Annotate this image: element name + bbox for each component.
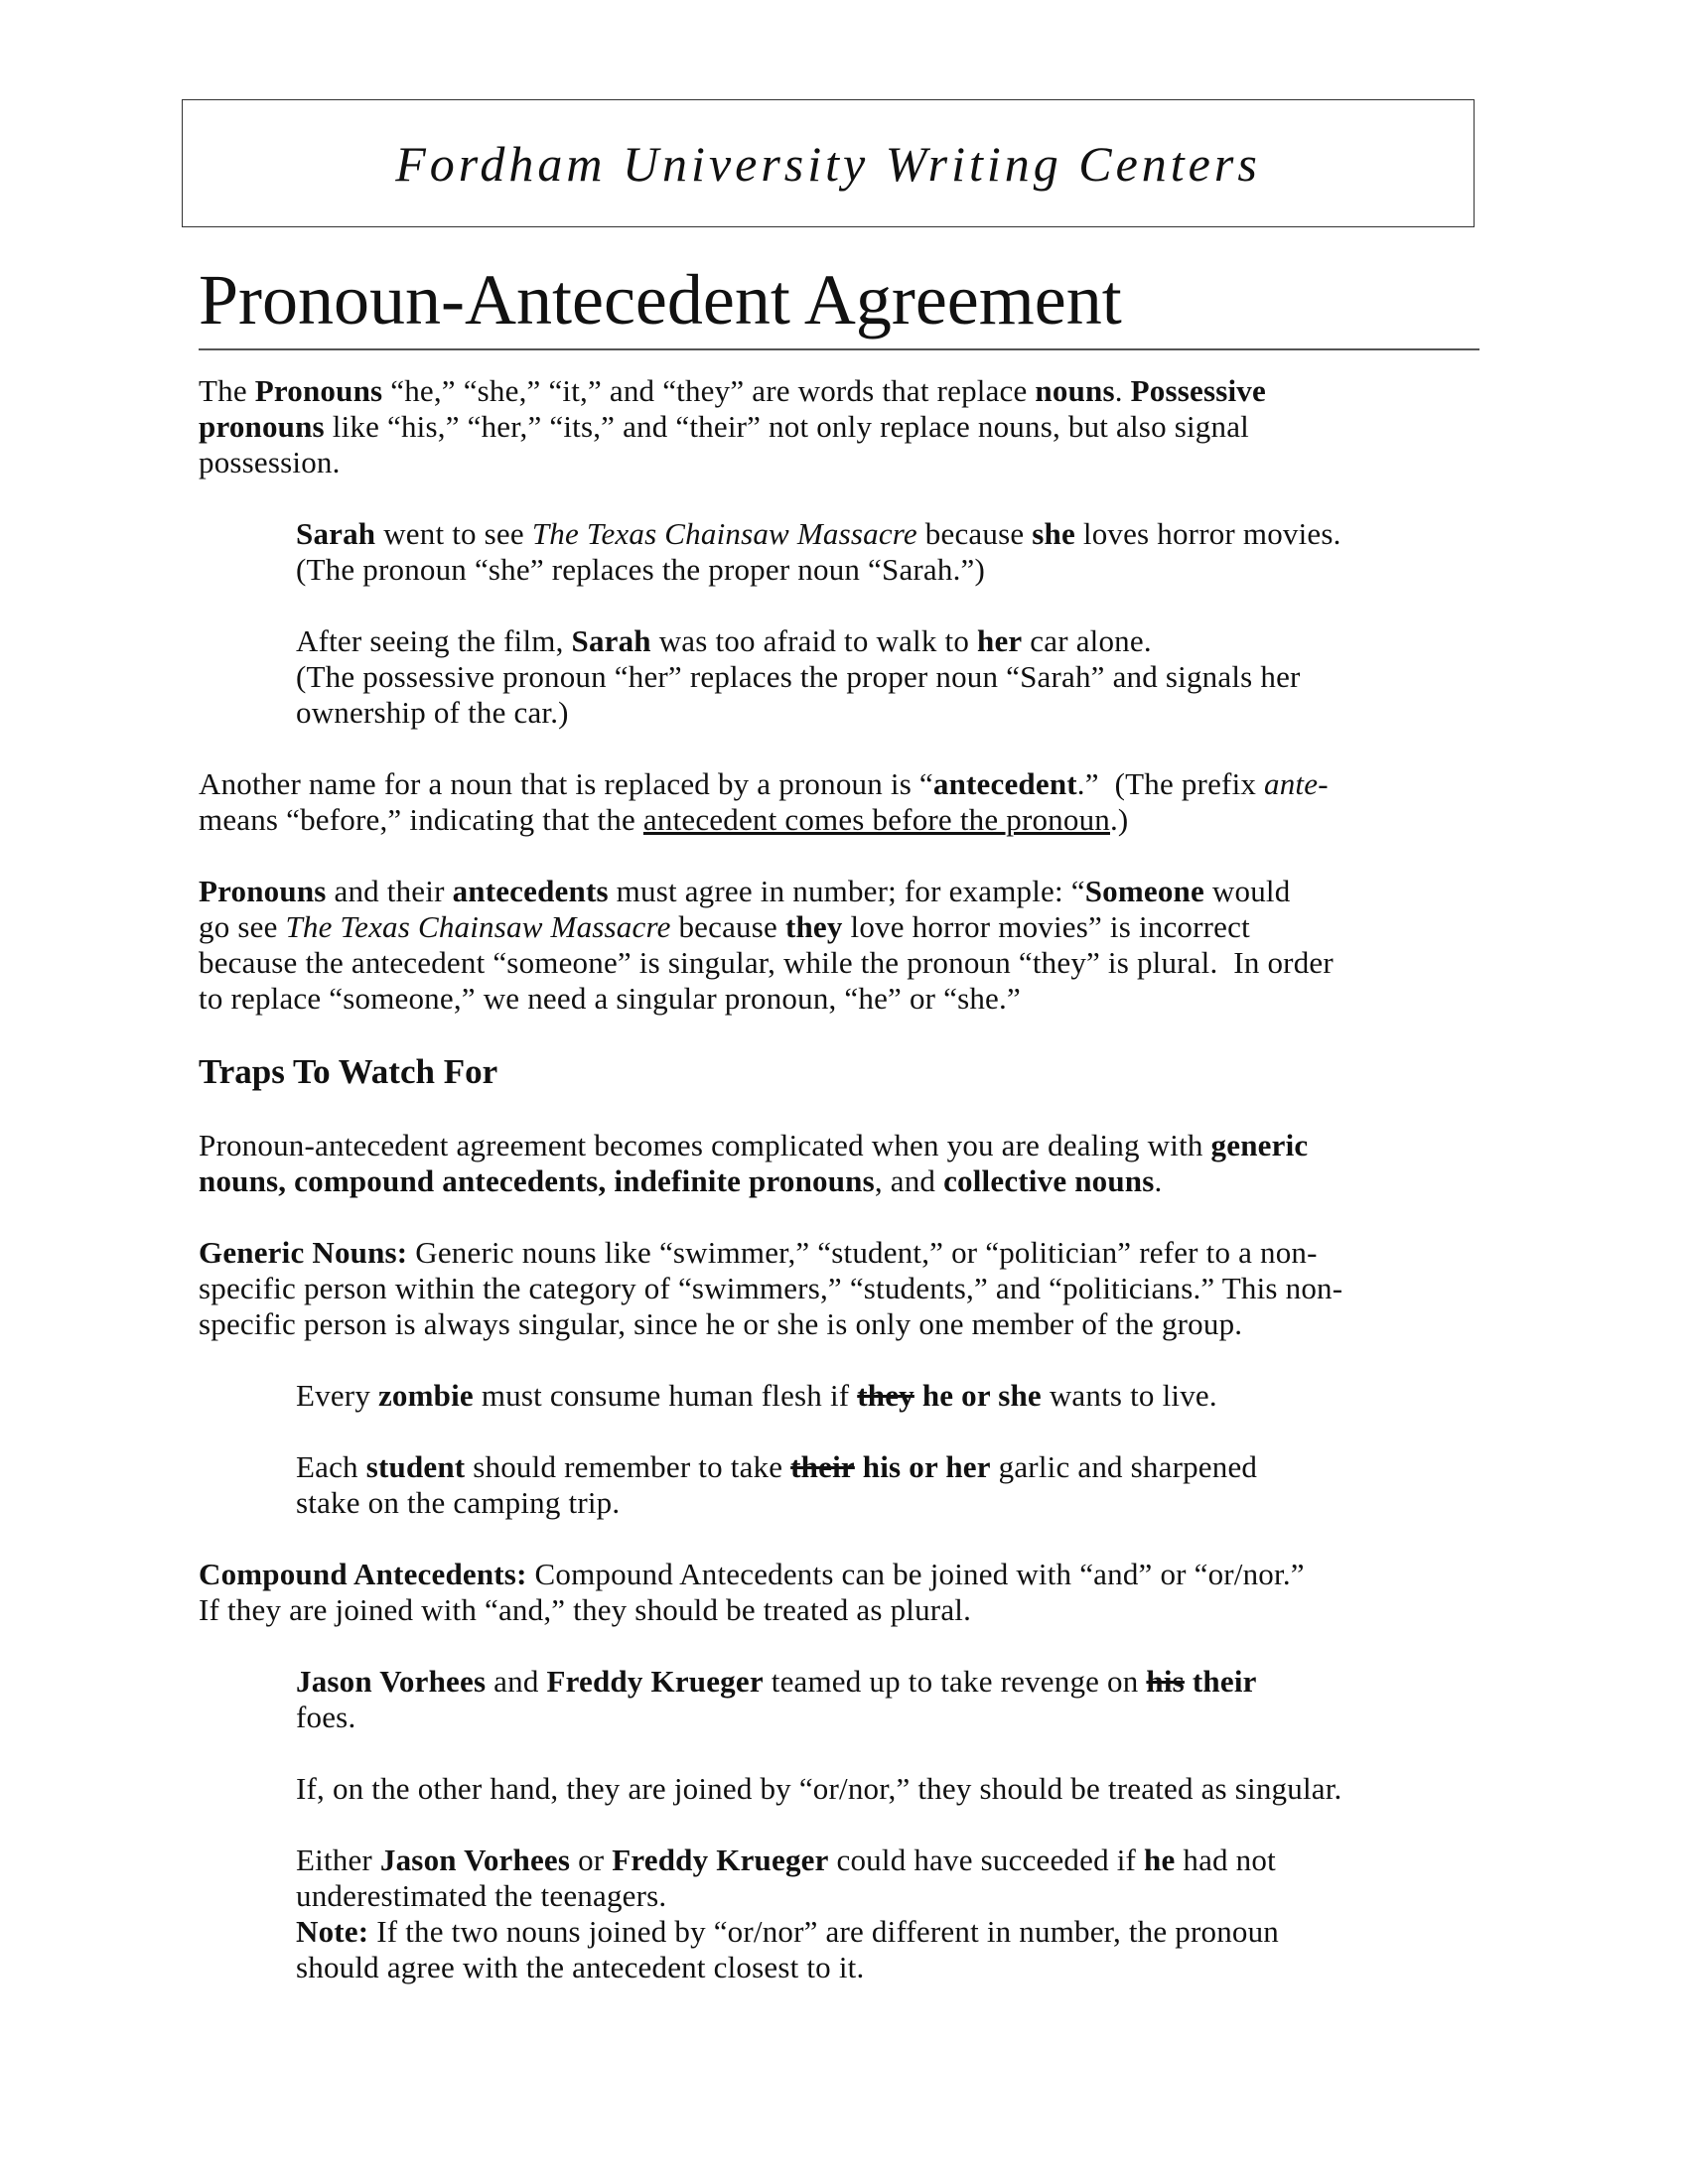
text-line bbox=[296, 1771, 1489, 1807]
text-line bbox=[296, 1914, 1489, 1950]
text-run: foes. bbox=[296, 1700, 356, 1734]
paragraph bbox=[199, 373, 1489, 480]
text-run: The bbox=[199, 373, 255, 408]
text-run: or bbox=[570, 1843, 613, 1877]
example-paragraph bbox=[296, 623, 1489, 731]
title-divider bbox=[199, 348, 1479, 350]
bold-text: nouns, compound antecedents, indefinite pronouns bbox=[199, 1163, 875, 1198]
bold-text: pronouns bbox=[199, 409, 325, 444]
example-paragraph bbox=[296, 1449, 1489, 1521]
text-run: If the two nouns joined by “or/nor” are different in number, the pronoun bbox=[368, 1914, 1279, 1949]
bold-text: Jason Vorhees bbox=[296, 1664, 487, 1699]
text-run: must agree in number; for example: “ bbox=[608, 874, 1085, 908]
text-run: to replace “someone,” we need a singular pronoun, “he” or “she.” bbox=[199, 981, 1021, 1016]
text-line bbox=[296, 1843, 1489, 1878]
text-line bbox=[199, 1306, 1489, 1342]
text-run: car alone. bbox=[1022, 623, 1152, 658]
bold-text: Sarah bbox=[296, 516, 376, 551]
text-line bbox=[199, 945, 1489, 981]
text-line bbox=[199, 1128, 1489, 1163]
bold-text: collective nouns bbox=[943, 1163, 1155, 1198]
bold-text: Freddy Krueger bbox=[612, 1843, 829, 1877]
text-run: specific person within the category of “swimmers,” “students,” and “politicians.” This non- bbox=[199, 1271, 1343, 1305]
bold-text: Pronouns bbox=[254, 373, 383, 408]
bold-text: they bbox=[784, 909, 843, 944]
text-run: means “before,” indicating that the bbox=[199, 802, 643, 837]
text-line bbox=[296, 516, 1489, 552]
text-run: ownership of the car.) bbox=[296, 695, 569, 730]
bold-text: antecedents bbox=[452, 874, 609, 908]
text-run: because bbox=[916, 516, 1033, 551]
text-run: After seeing the film, bbox=[296, 623, 572, 658]
bold-text: nouns bbox=[1035, 373, 1115, 408]
text-run: specific person is always singular, since he or she is only one member of the group. bbox=[199, 1306, 1243, 1341]
page-title: Pronoun-Antecedent Agreement bbox=[199, 260, 1122, 340]
text-run bbox=[1185, 1664, 1193, 1699]
text-line bbox=[296, 1878, 1489, 1914]
banner-title: Fordham University Writing Centers bbox=[395, 135, 1261, 192]
bold-text: Someone bbox=[1084, 874, 1204, 908]
text-line bbox=[296, 1449, 1489, 1485]
bold-text: Jason Vorhees bbox=[379, 1843, 571, 1877]
text-line bbox=[296, 695, 1489, 731]
text-run: and bbox=[486, 1664, 547, 1699]
text-run: had not bbox=[1175, 1843, 1276, 1877]
text-run: Compound Antecedents can be joined with “and” or “or/nor.” bbox=[526, 1557, 1305, 1591]
bold-text: Freddy Krueger bbox=[546, 1664, 764, 1699]
text-run: and their bbox=[326, 874, 453, 908]
text-line bbox=[199, 445, 1489, 480]
bold-text: Pronouns bbox=[199, 874, 327, 908]
text-run: .) bbox=[1109, 802, 1129, 837]
text-line bbox=[296, 1700, 1489, 1735]
text-run: stake on the camping trip. bbox=[296, 1485, 621, 1520]
text-run: because bbox=[670, 909, 785, 944]
bold-text: their bbox=[1192, 1664, 1257, 1699]
text-run: should agree with the antecedent closest to it. bbox=[296, 1950, 865, 1984]
text-run: must consume human flesh if bbox=[473, 1378, 858, 1413]
italic-text: ante- bbox=[1264, 766, 1329, 801]
text-run: was too afraid to walk to bbox=[650, 623, 977, 658]
text-run: would bbox=[1203, 874, 1291, 908]
bold-text: she bbox=[1032, 516, 1075, 551]
text-line bbox=[296, 623, 1489, 659]
text-line bbox=[199, 802, 1489, 838]
bold-text: Compound Antecedents: bbox=[199, 1557, 527, 1591]
text-run bbox=[914, 1378, 922, 1413]
italic-text: The Texas Chainsaw Massacre bbox=[531, 516, 917, 551]
text-run: (The possessive pronoun “her” replaces the proper noun “Sarah” and signals her bbox=[296, 659, 1301, 694]
italic-text: The Texas Chainsaw Massacre bbox=[285, 909, 671, 944]
text-line bbox=[199, 981, 1489, 1017]
text-line bbox=[296, 1378, 1489, 1414]
struck-text: their bbox=[790, 1449, 855, 1484]
header-banner bbox=[182, 99, 1475, 227]
text-run: If they are joined with “and,” they should be treated as plural. bbox=[199, 1592, 972, 1627]
text-run: “he,” “she,” “it,” and “they” are words that replace bbox=[382, 373, 1036, 408]
text-run: teamed up to take revenge on bbox=[763, 1664, 1147, 1699]
text-line bbox=[296, 1664, 1489, 1700]
bold-text: Sarah bbox=[571, 623, 651, 658]
text-run: loves horror movies. bbox=[1074, 516, 1341, 551]
text-run: If, on the other hand, they are joined by “or/nor,” they should be treated as singular. bbox=[296, 1771, 1342, 1806]
text-run: , and bbox=[874, 1163, 944, 1198]
bold-text: antecedent bbox=[932, 766, 1077, 801]
text-line bbox=[296, 1485, 1489, 1521]
bold-text: her bbox=[977, 623, 1023, 658]
paragraph bbox=[199, 766, 1489, 838]
text-run: Each bbox=[296, 1449, 366, 1484]
document-body bbox=[199, 373, 1489, 2021]
bold-text: he or she bbox=[921, 1378, 1042, 1413]
text-line bbox=[199, 409, 1489, 445]
text-run: Every bbox=[296, 1378, 378, 1413]
text-run: Another name for a noun that is replaced by a pronoun is “ bbox=[199, 766, 933, 801]
text-run: .” (The prefix bbox=[1076, 766, 1265, 801]
text-line bbox=[199, 1163, 1489, 1199]
text-run: . bbox=[1114, 373, 1131, 408]
text-run: (The pronoun “she” replaces the proper noun “Sarah.”) bbox=[296, 552, 986, 587]
text-run: possession. bbox=[199, 445, 341, 479]
text-line bbox=[199, 909, 1489, 945]
bold-text: he bbox=[1144, 1843, 1176, 1877]
text-run: because the antecedent “someone” is singular, while the pronoun “they” is plural. In order bbox=[199, 945, 1334, 980]
struck-text: his bbox=[1146, 1664, 1185, 1699]
text-run bbox=[855, 1449, 863, 1484]
text-run: should remember to take bbox=[465, 1449, 791, 1484]
text-run: underestimated the teenagers. bbox=[296, 1878, 667, 1913]
example-paragraph bbox=[296, 1843, 1489, 1985]
section-heading: Traps To Watch For bbox=[199, 1052, 498, 1091]
text-run: garlic and sharpened bbox=[990, 1449, 1258, 1484]
text-run: . bbox=[1154, 1163, 1163, 1198]
bold-text: zombie bbox=[377, 1378, 474, 1413]
bold-text: Generic Nouns: bbox=[199, 1235, 408, 1270]
paragraph bbox=[199, 1235, 1489, 1342]
text-line bbox=[199, 766, 1489, 802]
text-run: go see bbox=[199, 909, 286, 944]
text-line bbox=[199, 1271, 1489, 1306]
text-line bbox=[296, 659, 1489, 695]
text-run: Either bbox=[296, 1843, 380, 1877]
example-paragraph bbox=[296, 1378, 1489, 1414]
text-run: wants to live. bbox=[1041, 1378, 1217, 1413]
paragraph bbox=[199, 874, 1489, 1017]
example-paragraph bbox=[296, 516, 1489, 588]
example-paragraph bbox=[296, 1771, 1489, 1807]
example-paragraph bbox=[296, 1664, 1489, 1735]
struck-text: they bbox=[857, 1378, 914, 1413]
text-run: could have succeeded if bbox=[828, 1843, 1145, 1877]
text-run: Generic nouns like “swimmer,” “student,” or “politician” refer to a non- bbox=[407, 1235, 1318, 1270]
bold-text: Note: bbox=[296, 1914, 369, 1949]
text-line bbox=[199, 1235, 1489, 1271]
text-run: went to see bbox=[375, 516, 532, 551]
text-run: like “his,” “her,” “its,” and “their” not only replace nouns, but also signal bbox=[324, 409, 1249, 444]
text-line bbox=[199, 1592, 1489, 1628]
text-line bbox=[199, 874, 1489, 909]
paragraph bbox=[199, 1557, 1489, 1628]
text-run: love horror movies” is incorrect bbox=[842, 909, 1250, 944]
text-line bbox=[296, 1950, 1489, 1985]
paragraph bbox=[199, 1128, 1489, 1199]
text-line bbox=[199, 1557, 1489, 1592]
text-line bbox=[199, 373, 1489, 409]
bold-text: his or her bbox=[862, 1449, 991, 1484]
bold-text: Possessive bbox=[1130, 373, 1266, 408]
text-line bbox=[296, 552, 1489, 588]
bold-text: student bbox=[365, 1449, 466, 1484]
text-run: Pronoun-antecedent agreement becomes complicated when you are dealing with bbox=[199, 1128, 1211, 1162]
bold-text: generic bbox=[1210, 1128, 1309, 1162]
underlined-text: antecedent comes before the pronoun bbox=[642, 802, 1110, 837]
